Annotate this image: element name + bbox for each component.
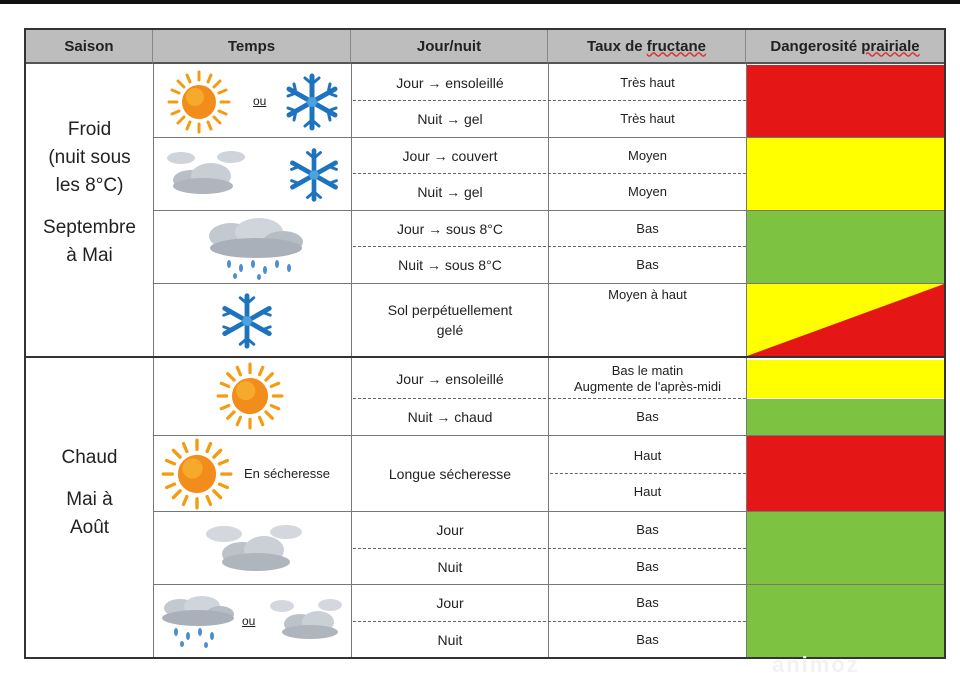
season-chaud <box>26 444 153 542</box>
sun-icon <box>167 70 231 134</box>
season-froid-line: Septembre <box>43 217 136 238</box>
jour-nuit-cell: Jour → ensoleillé <box>396 74 504 91</box>
jour-nuit-cell: Jour <box>436 522 464 538</box>
row-divider <box>153 435 944 436</box>
header-temps <box>153 30 351 64</box>
watermark: animoz <box>772 652 860 677</box>
taux-cell: Haut <box>633 484 662 499</box>
taux-cell: Haut <box>633 447 662 463</box>
header-taux <box>548 30 746 64</box>
col-divider <box>746 64 747 657</box>
rain-cloud-icon <box>158 592 238 650</box>
sun-icon <box>216 362 284 430</box>
season-divider <box>26 356 944 358</box>
danger-r3-r4 <box>747 138 944 210</box>
season-froid-line: Froid <box>67 119 112 140</box>
taux-cell: Bas <box>636 522 659 537</box>
season-chaud-line: Août <box>69 517 110 538</box>
jour-nuit-text: Sol perpétuellement <box>387 302 513 318</box>
header-danger-word: prairiale <box>861 37 920 55</box>
jour-nuit-cell: Jour → couvert <box>402 147 498 164</box>
season-froid-line: à Mai <box>66 245 113 266</box>
header-jour-nuit-label: Jour/nuit <box>416 37 482 55</box>
jour-nuit-cell: Nuit → gel <box>417 184 483 200</box>
season-froid <box>26 116 153 270</box>
danger-r11-r12 <box>747 512 944 584</box>
header-danger-prefix: Dangerosité <box>770 37 862 55</box>
jour-nuit-cell: Nuit <box>437 631 463 648</box>
fructane-table <box>24 28 946 659</box>
header-saison-label: Saison <box>64 37 114 55</box>
sun-icon <box>161 438 233 510</box>
or-label: ou <box>242 614 256 628</box>
jour-nuit-cell: Longue sécheresse <box>388 465 512 482</box>
taux-cell: Moyen à haut <box>608 287 687 302</box>
taux-cell: Très haut <box>620 111 675 126</box>
danger-r7 <box>747 284 944 356</box>
taux-cell: Bas <box>636 631 659 647</box>
taux-cell: Très haut <box>620 74 675 90</box>
season-froid-line: (nuit sous <box>48 147 131 168</box>
jour-nuit-text: gelé <box>436 322 464 338</box>
cloud-icon <box>161 148 251 198</box>
jour-nuit-cell: Nuit → sous 8°C <box>398 257 502 273</box>
jour-nuit-cell: Jour <box>436 595 464 611</box>
danger-r10 <box>747 436 944 511</box>
header-temps-label: Temps <box>227 37 276 55</box>
taux-text: Augmente de l'après-midi <box>574 379 721 394</box>
taux-text: Bas le matin <box>611 363 684 378</box>
header-taux-word: fructane <box>646 37 706 55</box>
taux-cell: Bas <box>636 595 659 610</box>
danger-r5-r6 <box>747 211 944 283</box>
header-taux-prefix: Taux de <box>587 37 647 55</box>
taux-cell: Bas <box>636 558 659 574</box>
jour-nuit-cell: Jour → sous 8°C <box>397 220 503 237</box>
jour-nuit-cell: Nuit <box>437 558 463 575</box>
top-border <box>0 0 960 4</box>
taux-cell: Bas <box>636 220 659 236</box>
snowflake-icon <box>284 145 344 205</box>
or-label: ou <box>253 94 267 108</box>
header-jour-nuit <box>351 30 548 64</box>
season-froid-line: les 8°C) <box>55 175 124 196</box>
season-chaud-line: Chaud <box>61 447 118 468</box>
col-divider <box>153 64 154 657</box>
header-saison <box>26 30 153 64</box>
danger-r1-r2 <box>747 65 944 137</box>
taux-cell: Moyen <box>627 147 668 163</box>
cloud-icon <box>266 596 346 646</box>
cloud-icon <box>198 520 308 578</box>
danger-r8 <box>747 360 944 398</box>
taux-cell: Bas <box>636 409 659 424</box>
season-chaud-line: Mai à <box>66 489 113 510</box>
header-danger <box>746 30 944 64</box>
snowflake-icon <box>280 70 344 134</box>
rain-cloud-icon <box>201 216 311 280</box>
jour-nuit-cell: Nuit → chaud <box>407 409 493 425</box>
snowflake-icon <box>216 290 278 352</box>
danger-r13-r14 <box>747 585 944 657</box>
taux-cell: Bas <box>636 257 659 272</box>
drought-label: En sécheresse <box>244 466 330 481</box>
jour-nuit-cell <box>352 284 548 356</box>
taux-cell: Moyen <box>627 184 668 199</box>
jour-nuit-cell: Jour → ensoleillé <box>396 371 504 387</box>
danger-r9 <box>747 399 944 435</box>
taux-cell <box>549 360 746 398</box>
row-divider <box>153 283 944 284</box>
jour-nuit-cell: Nuit → gel <box>417 111 483 127</box>
